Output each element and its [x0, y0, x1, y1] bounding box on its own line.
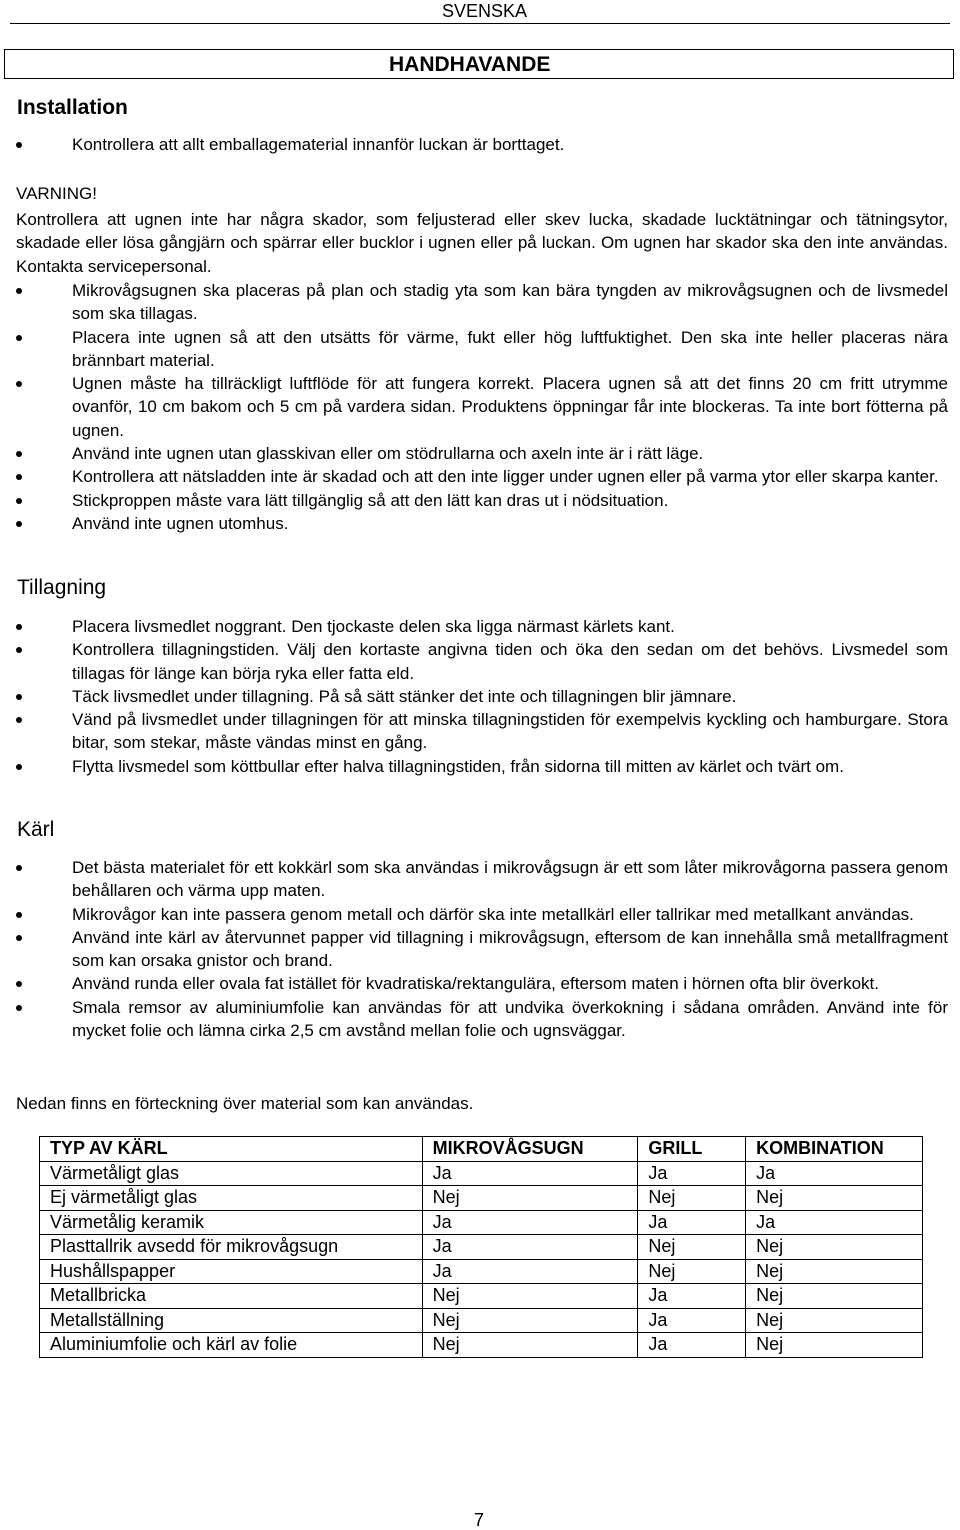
- tillagning-heading: Tillagning: [17, 576, 107, 599]
- bullet-icon: [16, 498, 22, 504]
- list-item: [16, 926, 948, 973]
- list-item: [16, 903, 948, 926]
- bullet-icon: [16, 865, 22, 871]
- list-item: [16, 465, 948, 488]
- table-cell: Ja: [638, 1308, 746, 1333]
- table-intro: Nedan finns en förteckning över material som kan användas.: [16, 1094, 474, 1113]
- list-item-text: Använd inte ugnen utomhus.: [72, 513, 289, 533]
- list-item-text: Vänd på livsmedlet under tillagningen för att minska tillagningstiden för exempelvis kyckling och hamburgare. Stora bitar, som stekar, måste vändas minst en gång.: [72, 710, 948, 753]
- table-cell: Ja: [638, 1333, 746, 1358]
- header-cell: MIKROVÅGSUGN: [422, 1137, 638, 1162]
- table-cell: Nej: [422, 1333, 638, 1358]
- installation-list: [16, 279, 948, 535]
- warning-text: Kontrollera att ugnen inte har några skador, som feljusterad eller skev lucka, skadade lucktätningar och tätningsytor, skadade eller lösa gångjärn och spärrar eller bucklor i ugnen eller på luckan. Om ugnen har skador ska den inte användas. Kontakta servicepersonal.: [16, 210, 948, 276]
- bullet-icon: [16, 694, 22, 700]
- table-row: [40, 1161, 923, 1186]
- table-cell: Ja: [638, 1210, 746, 1235]
- table-cell: Ja: [638, 1161, 746, 1186]
- list-item: [16, 133, 948, 156]
- table-cell: Ej värmetåligt glas: [40, 1186, 423, 1211]
- table-cell: Metallbricka: [40, 1284, 423, 1309]
- bullet-icon: [16, 624, 22, 630]
- table-cell: Metallställning: [40, 1308, 423, 1333]
- bullet-icon: [16, 764, 22, 770]
- table-cell: Plasttallrik avsedd för mikrovågsugn: [40, 1235, 423, 1260]
- list-item: [16, 996, 948, 1043]
- installation-intro-list: [16, 133, 948, 156]
- table-row: [40, 1333, 923, 1358]
- table-cell: Aluminiumfolie och kärl av folie: [40, 1333, 423, 1358]
- list-item: [16, 442, 948, 465]
- list-item: [16, 856, 948, 903]
- list-item: [16, 638, 948, 685]
- table-cell: Nej: [746, 1333, 923, 1358]
- table-cell: Nej: [638, 1186, 746, 1211]
- table-cell: Ja: [638, 1284, 746, 1309]
- materials-table: [39, 1136, 923, 1358]
- tillagning-list: [16, 615, 948, 778]
- table-cell: Nej: [638, 1235, 746, 1260]
- list-item-text: Kontrollera att nätsladden inte är skadad och att den inte ligger under ugnen eller på varma ytor eller skarpa kanter.: [72, 467, 939, 487]
- bullet-icon: [16, 335, 22, 341]
- table-cell: Nej: [746, 1308, 923, 1333]
- table-cell: Nej: [746, 1284, 923, 1309]
- list-item-text: Ugnen måste ha tillräckligt luftflöde för att fungera korrekt. Placera ugnen så att det finns 20 cm fritt utrymme ovanför, 10 cm bakom och 5 cm på vardera sidan. Produktens öppningar får inte blockeras. Ta inte bort fötterna på ugnen.: [72, 374, 948, 440]
- list-item-text: Mikrovågor kan inte passera genom metall och därför ska inte metallkärl eller tallrikar med metallkant användas.: [72, 904, 914, 924]
- list-item-text: Placera livsmedlet noggrant. Den tjockaste delen ska ligga närmast kärlets kant.: [72, 617, 675, 636]
- list-item-text: Kontrollera att allt emballagematerial innanför luckan är borttaget.: [72, 135, 565, 154]
- list-item-text: Använd inte ugnen utan glasskivan eller om stödrullarna och axeln inte är i rätt läge.: [72, 444, 704, 464]
- bullet-icon: [16, 717, 22, 723]
- list-item-text: Använd inte kärl av återvunnet papper vid tillagning i mikrovågsugn, eftersom de kan innehålla små metallfragment som kan orsaka gnistor och brand.: [72, 927, 948, 971]
- table-row: [40, 1210, 923, 1235]
- page-number: 7: [474, 1510, 485, 1530]
- table-row: [40, 1186, 923, 1211]
- table-cell: Nej: [638, 1259, 746, 1284]
- warning-label: VARNING!: [16, 184, 97, 203]
- bullet-icon: [16, 142, 22, 148]
- list-item: [16, 708, 948, 755]
- list-item-text: Täck livsmedlet under tillagning. På så sätt stänker det inte och tillagningen blir jämnare.: [72, 686, 737, 706]
- list-item-text: Flytta livsmedel som köttbullar efter halva tillagningstiden, från sidorna till mitten av kärlet och tvärt om.: [72, 756, 844, 776]
- list-item: [16, 685, 948, 708]
- table-cell: Nej: [746, 1259, 923, 1284]
- bullet-icon: [16, 912, 22, 918]
- list-item: [16, 326, 948, 373]
- list-item: [16, 512, 948, 535]
- table-cell: Nej: [422, 1308, 638, 1333]
- list-item: [16, 489, 948, 512]
- table-header-row: [40, 1137, 923, 1162]
- table-cell: Värmetåligt glas: [40, 1161, 423, 1186]
- table-cell: Ja: [746, 1161, 923, 1186]
- bullet-icon: [16, 981, 22, 987]
- header-cell: KOMBINATION: [746, 1137, 923, 1162]
- table-cell: Ja: [422, 1235, 638, 1260]
- bullet-icon: [16, 935, 22, 941]
- table-cell: Nej: [422, 1284, 638, 1309]
- table-cell: Nej: [746, 1186, 923, 1211]
- table-row: [40, 1284, 923, 1309]
- table-cell: Ja: [422, 1210, 638, 1235]
- bullet-icon: [16, 288, 22, 294]
- list-item: [16, 279, 948, 326]
- header-cell: TYP AV KÄRL: [40, 1137, 423, 1162]
- table-cell: Värmetålig keramik: [40, 1210, 423, 1235]
- list-item-text: Placera inte ugnen så att den utsätts för värme, fukt eller hög luftfuktighet. Den ska inte heller placeras nära brännbart material.: [72, 327, 948, 370]
- list-item: [16, 615, 948, 638]
- table-cell: Ja: [422, 1259, 638, 1284]
- list-item-text: Stickproppen måste vara lätt tillgänglig så att den lätt kan dras ut i nödsituation.: [72, 490, 669, 510]
- list-item-text: Det bästa materialet för ett kokkärl som ska användas i mikrovågsugn är ett som låter mikrovågorna passera genom behållaren och värma upp maten.: [72, 858, 948, 901]
- kaerl-list: [16, 856, 948, 1042]
- list-item: [16, 755, 948, 778]
- table-row: [40, 1235, 923, 1260]
- header-cell: GRILL: [638, 1137, 746, 1162]
- bullet-icon: [16, 451, 22, 457]
- table-cell: Nej: [422, 1186, 638, 1211]
- bullet-icon: [16, 474, 22, 480]
- bullet-icon: [16, 521, 22, 527]
- list-item: [16, 972, 948, 995]
- list-item: [16, 372, 948, 442]
- table-cell: Ja: [422, 1161, 638, 1186]
- title-box: [4, 49, 954, 79]
- list-item-text: Mikrovågsugnen ska placeras på plan och stadig yta som kan bära tyngden av mikrovågsugnen och de livsmedel som ska tillagas.: [72, 281, 948, 324]
- bullet-icon: [16, 381, 22, 387]
- header-rule: [10, 23, 950, 24]
- table-row: [40, 1259, 923, 1284]
- table-row: [40, 1308, 923, 1333]
- list-item-text: Använd runda eller ovala fat istället för kvadratiska/rektangulära, eftersom maten i hörnen ofta blir överkokt.: [72, 974, 879, 994]
- table-cell: Nej: [746, 1235, 923, 1260]
- installation-heading: Installation: [17, 96, 128, 119]
- bullet-icon: [16, 647, 22, 653]
- page-title: HANDHAVANDE: [389, 53, 551, 76]
- list-item-text: Kontrollera tillagningstiden. Välj den kortaste angivna tiden och öka den sedan om det behövs. Livsmedel som tillagas för länge kan börja ryka eller fatta eld.: [72, 640, 948, 683]
- list-item-text: Smala remsor av aluminiumfolie kan användas för att undvika överkokning i sådana områden. Använd inte för mycket folie och lämna cirka 2,5 cm avstånd mellan folie och ugnsväggar.: [72, 997, 948, 1041]
- bullet-icon: [16, 1005, 22, 1011]
- table-cell: Ja: [746, 1210, 923, 1235]
- kaerl-heading: Kärl: [17, 818, 55, 841]
- table-cell: Hushållspapper: [40, 1259, 423, 1284]
- language-header: SVENSKA: [441, 1, 527, 21]
